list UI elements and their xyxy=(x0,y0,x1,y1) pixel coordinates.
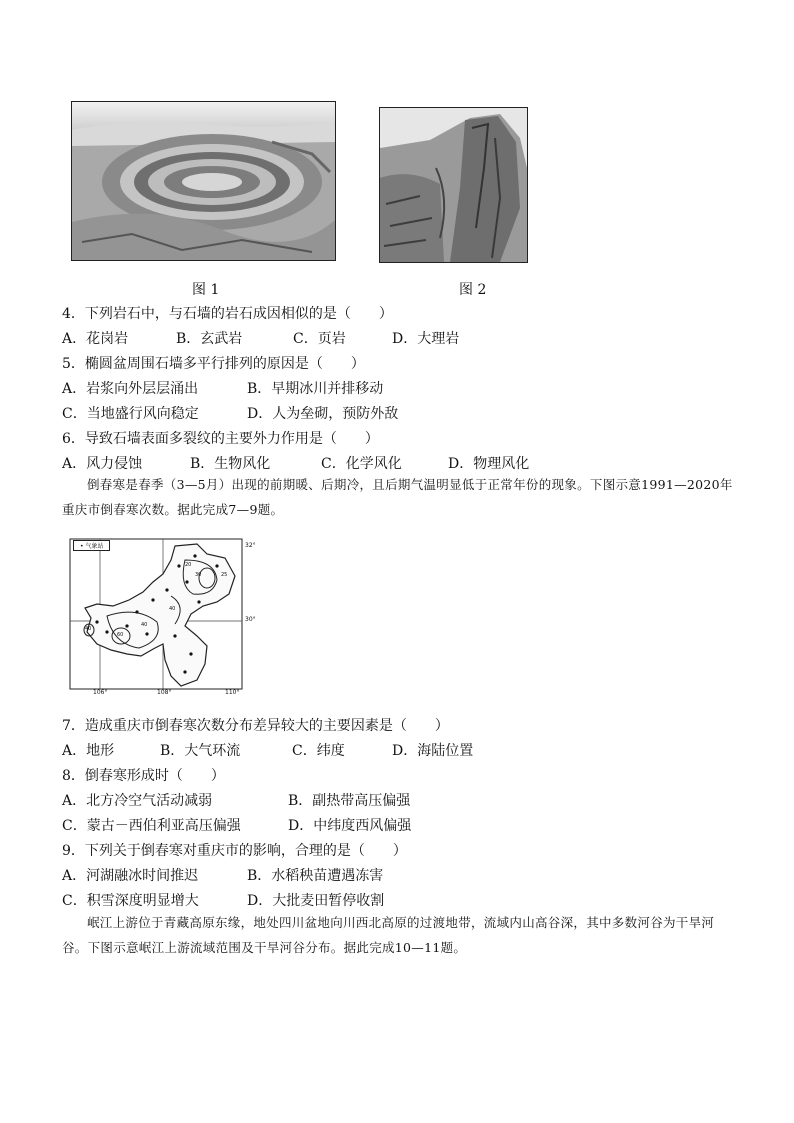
figure-1-caption: 图 1 xyxy=(192,282,220,298)
q6-option-b[interactable]: B．生物风化 xyxy=(190,456,271,472)
contour-map xyxy=(67,536,259,696)
q6-option-a[interactable]: A．风力侵蚀 xyxy=(62,456,143,472)
q7-option-a[interactable]: A．地形 xyxy=(62,743,115,759)
passage-7-9: 倒春寒是春季（3—5月）出现的前期暖、后期冷，且后期气温明显低于正常年份的现象。下图示意1991—2020年重庆市倒春寒次数。据此完成7—9题。 xyxy=(62,477,733,517)
question-5-stem: 5．椭圆盆周围石墙多平行排列的原因是（ ） xyxy=(62,356,365,372)
contour-label: 60 xyxy=(117,632,124,638)
question-8-stem: 8．倒春寒形成时（ ） xyxy=(62,768,225,784)
passage-10-11: 岷江上游位于青藏高原东缘，地处四川盆地向川西北高原的过渡地带，流域内山高谷深，其中多数河谷为干旱河谷。下图示意岷江上游流域范围及干旱河谷分布。据此完成10—11题。 xyxy=(62,915,715,955)
q8-option-c[interactable]: C．蒙古－西伯利亚高压偏强 xyxy=(62,818,241,834)
q6-option-d[interactable]: D．物理风化 xyxy=(448,456,530,472)
lat-label-32: 32° xyxy=(245,542,256,549)
q7-option-d[interactable]: D．海陆位置 xyxy=(392,743,474,759)
q5-option-d[interactable]: D．人为垒砌，预防外敌 xyxy=(247,406,399,422)
lon-label-110: 110° xyxy=(225,689,240,696)
q8-option-d[interactable]: D．中纬度西风偏强 xyxy=(288,818,412,834)
lon-label-106: 106° xyxy=(93,689,108,696)
rock-wall-photo xyxy=(380,108,527,262)
q9-option-b[interactable]: B．水稻秧苗遭遇冻害 xyxy=(247,868,384,884)
question-6-stem: 6．导致石墙表面多裂纹的主要外力作用是（ ） xyxy=(62,431,379,447)
q5-option-c[interactable]: C．当地盛行风向稳定 xyxy=(62,406,199,422)
q5-option-b[interactable]: B．早期冰川并排移动 xyxy=(247,381,384,397)
contour-label: 25 xyxy=(221,572,228,578)
q9-option-a[interactable]: A．河湖融冰时间推迟 xyxy=(62,868,199,884)
contour-label: 40 xyxy=(141,622,148,628)
figure-2-image xyxy=(379,107,528,263)
contour-label: 20 xyxy=(185,562,192,568)
contour-label: 40 xyxy=(85,626,92,632)
figure-1-image xyxy=(71,101,336,261)
question-4-stem: 4．下列岩石中，与石墙的岩石成因相似的是（ ） xyxy=(62,306,393,322)
q9-option-d[interactable]: D．大批麦田暂停收割 xyxy=(247,893,385,909)
question-9-stem: 9．下列关于倒春寒对重庆市的影响，合理的是（ ） xyxy=(62,843,407,859)
q4-option-b[interactable]: B．玄武岩 xyxy=(176,331,243,347)
chongqing-cold-spell-map xyxy=(67,536,259,696)
q4-option-d[interactable]: D．大理岩 xyxy=(392,331,460,347)
q7-option-c[interactable]: C．纬度 xyxy=(292,743,345,759)
figure-2-caption: 图 2 xyxy=(459,282,487,298)
landform-aerial-photo xyxy=(72,102,335,260)
q8-option-a[interactable]: A．北方冷空气活动减弱 xyxy=(62,793,213,809)
q6-option-c[interactable]: C．化学风化 xyxy=(321,456,402,472)
lon-label-108: 108° xyxy=(157,689,172,696)
lat-label-30: 30° xyxy=(245,616,256,623)
q5-option-a[interactable]: A．岩浆向外层层涌出 xyxy=(62,381,199,397)
contour-label: 40 xyxy=(169,606,176,612)
q4-option-c[interactable]: C．页岩 xyxy=(293,331,346,347)
contour-label: 30 xyxy=(195,572,202,578)
map-legend: • 气象站 xyxy=(73,540,110,551)
question-7-stem: 7．造成重庆市倒春寒次数分布差异较大的主要因素是（ ） xyxy=(62,718,449,734)
q7-option-b[interactable]: B．大气环流 xyxy=(160,743,241,759)
q9-option-c[interactable]: C．积雪深度明显增大 xyxy=(62,893,199,909)
q8-option-b[interactable]: B．副热带高压偏强 xyxy=(288,793,411,809)
q4-option-a[interactable]: A．花岗岩 xyxy=(62,331,129,347)
